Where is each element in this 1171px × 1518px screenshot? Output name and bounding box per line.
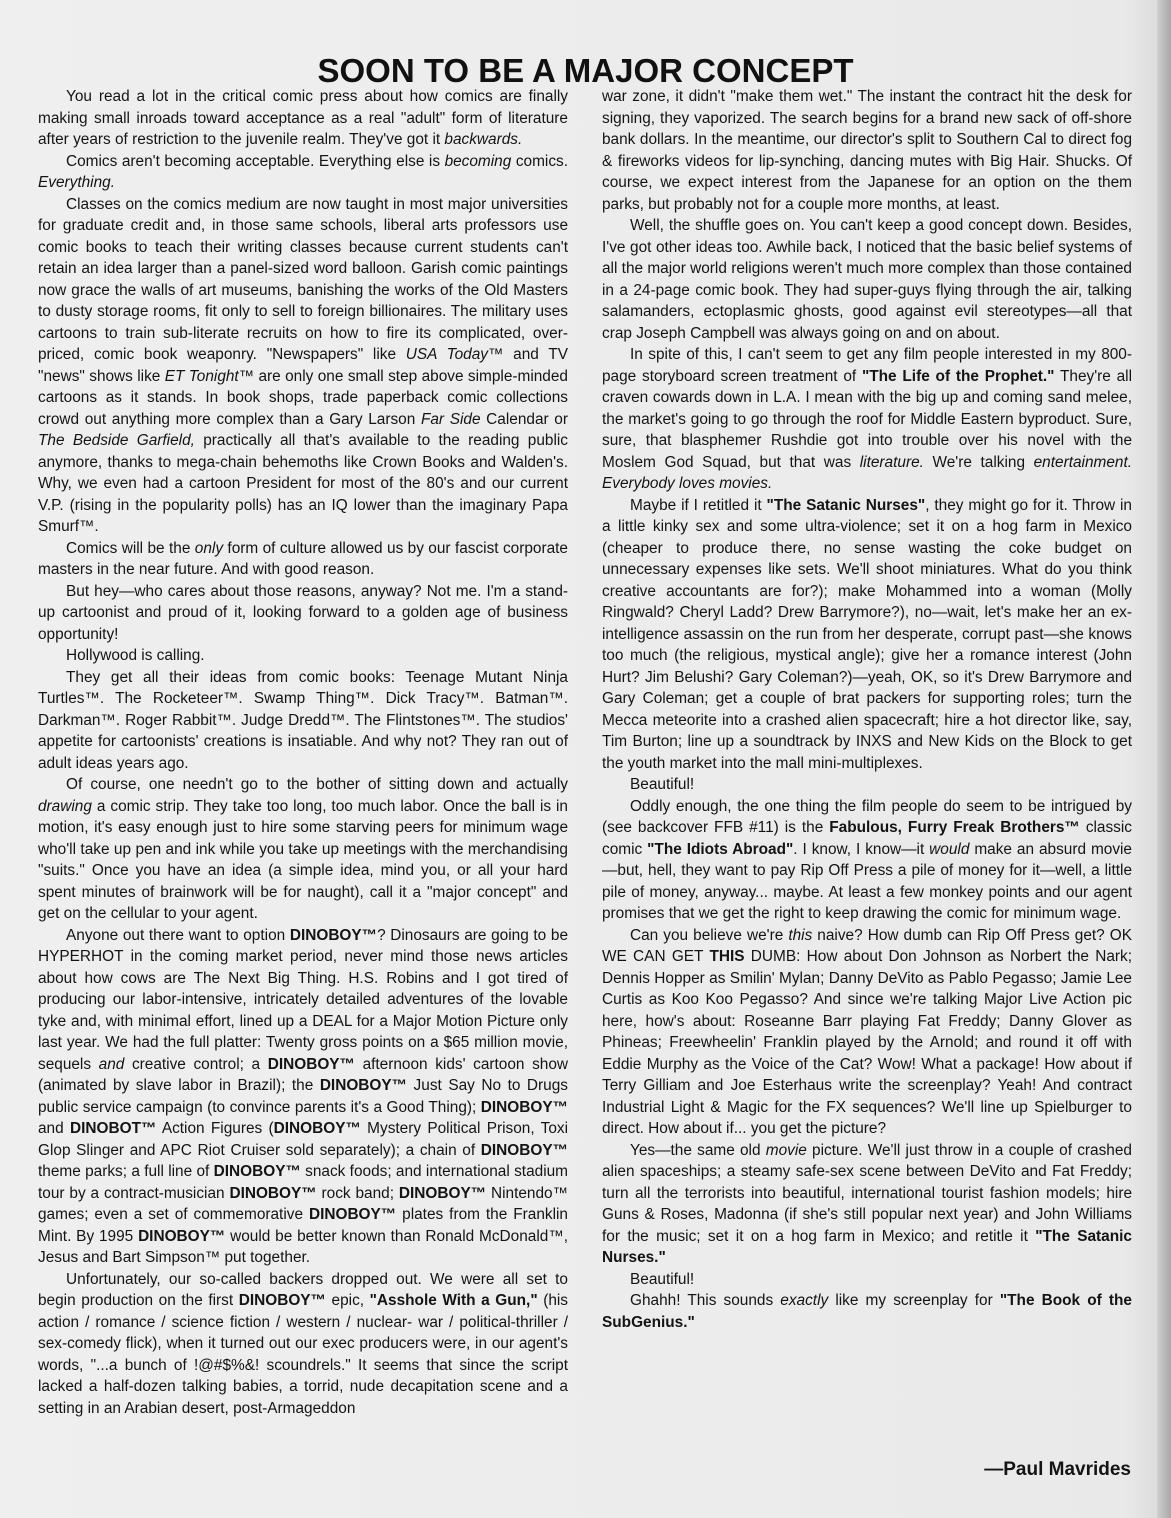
text-run: Yes—the same old <box>630 1141 766 1159</box>
italic-text: USA Today™ <box>405 346 504 363</box>
bold-text: "The Book of the SubGenius." <box>602 1292 1132 1331</box>
text-run: Comics aren't becoming acceptable. Everything else is <box>66 152 445 170</box>
text-run: Calendar or <box>480 410 568 428</box>
bold-text: DINOBOY™ <box>238 1292 326 1309</box>
text-run: . I know, I know—it <box>793 840 930 858</box>
text-run: and <box>38 1120 70 1137</box>
bold-text: DINOBOY™ <box>213 1163 301 1180</box>
paragraph <box>602 344 1132 495</box>
bold-text: "The Satanic Nurses" <box>766 496 926 514</box>
text-run: naive? How dumb can Rip Off Press get? OK WE CAN GET <box>602 926 1132 965</box>
bold-text: DINOBOY™ <box>289 926 378 944</box>
bold-text: DINOBOY™ <box>308 1206 397 1223</box>
text-run: Maybe if I retitled it <box>630 496 767 514</box>
italic-text: would <box>929 840 970 858</box>
text-run: Classes on the comics medium are now taught in most major universities for graduate credit and, in those same schools, liberal arts professors use comic books to teach their writing classes because current students can't retain an idea larger than a panel-sized word balloon. Garish comic paintings now grace the walls of art museums, banishing the works of the Old Masters to dusty storage rooms, fit only to sell to foreign billionaires. The military uses cartoons to train sub-literate recruits on how to fire its complicated, over- priced, comic book weaponry. "Newspapers" like <box>38 195 568 363</box>
bold-text: DINOBOY™ <box>480 1141 568 1159</box>
text-run: Well, the shuffle goes on. You can't keep a good concept down. Besides, I've got other ideas too. Awhile back, I noticed that the basic belief systems of all the major world religions weren't much more complex than those contained in a 24-page comic book. They had super-guys flying through the air, talking salamanders, ectoplasmic ghosts, good against evil stereotypes—all that crap Joseph Campbell was always going on and on about. <box>602 217 1132 342</box>
text-run: Oddly enough, the one thing the film people do seem to be intrigued by (see backcover FFB #11) is the <box>602 797 1132 836</box>
italic-text: movie <box>765 1141 807 1159</box>
text-run: Action Figures ( <box>156 1120 274 1137</box>
paragraph <box>602 1140 1132 1269</box>
italic-text: backwards. <box>444 131 523 148</box>
paragraph <box>602 86 1132 215</box>
italic-text: entertainment. Everybody loves movies. <box>602 453 1132 492</box>
text-run: Ghahh! This sounds <box>630 1292 781 1309</box>
text-run: rock band; <box>316 1184 399 1202</box>
paragraph <box>38 538 568 581</box>
text-run: plates from the Franklin Mint. By 1995 <box>38 1206 568 1245</box>
bold-text: DINOBOY™ <box>319 1077 408 1094</box>
bold-text: DINOBOT™ <box>70 1120 157 1137</box>
text-run: DUMB: How about Don Johnson as Norbert the Nark; Dennis Hopper as Smilin' Mylan; Danny DeVito as Pablo Pegasso; Jamie Lee Curtis as Koo Koo Pegasso? And since we're talking Major Live Action pic here, how's about: Roseanne Barr playing Fat Freddy; Danny Glover as Phineas; Freewheelin' Franklin played by the Arnold; and round it off with Eddie Murphy as the Voice of the Cat? Wow! What a package! How about if Terry Gilliam and Joe Esterhaus write the screenplay? Yeah! And contract Industrial Light & Magic for the FX sequences? We'll line up Spielburger to direct. How about if... you get the picture? <box>602 948 1132 1137</box>
paragraph <box>38 1269 568 1420</box>
text-run: You read a lot in the critical comic press about how comics are finally making small inroads toward acceptance as a real "adult" form of literature after years of restriction to the juvenile realm. They've got it <box>38 88 568 148</box>
text-run: Mystery Political Prison, Toxi Glop Slinger and APC Riot Cruiser sold separately); a chain of <box>38 1120 568 1159</box>
bold-text: DINOBOY™ <box>267 1055 355 1073</box>
text-run: They're all craven cowards down in L.A. I mean with the big up and coming sand melee, the market's going to go through the roof for Middle Eastern byproduct. Sure, sure, that blasphemer Rushdie got into trouble over his novel with the Moslem God Squad, but that was <box>602 367 1133 471</box>
text-run: Beautiful! <box>630 776 695 793</box>
text-run: Anyone out there want to option <box>66 926 290 944</box>
text-run: Of course, one needn't go to the bother of sitting down and actually <box>66 776 568 793</box>
italic-text: this <box>788 926 813 944</box>
text-run: We're talking <box>923 453 1034 471</box>
bold-text: DINOBOY™ <box>273 1120 361 1137</box>
paragraph <box>602 495 1132 775</box>
paragraph <box>602 925 1132 1140</box>
bold-text: "The Idiots Abroad" <box>647 840 794 858</box>
text-run: , they might go for it. Throw in a little kinky sex and some ultra-violence; set it on a hog farm in Mexico (cheaper to produce there, no sense wasting the coke budget on unnecessary expenses like sets. We'll shoot miniatures. What do you think creative accountants are for?); make Mohammed into a woman (Molly Ringwald? Cheryl Ladd? Drew Barrymore?), no—wait, let's make her an ex-intelligence assassin on the run from her desperate, corrupt past—she knows too much (the religious, mystical angle); give her a romance interest (John Hurt? Jim Belushi? Gary Coleman?)—yeah, OK, so it's Drew Barrymore and Gary Coleman; get a couple of brat packers for supporting roles; turn the Mecca meteorite into a crashed alien spacecraft; hire a hot director like, say, Tim Burton; line up a soundtrack by INXS and New Kids on the Block to get the youth market into the mall mini-multiplexes. <box>602 496 1132 772</box>
text-run: picture. We'll just throw in a couple of crashed alien spaceships; a steamy safe-sex scene between DeVito and Fat Freddy; turn all the terrorists into beautiful, international tourist fashion models; hire Guns & Roses, Madonna (if she's still popular next year) and John Williams for the music; set it on a hog farm in Mexico; and retitle it <box>602 1141 1132 1245</box>
text-run: In spite of this, I can't seem to get any film people interested in my 800-page storyboard screen treatment of <box>602 346 1132 385</box>
bold-text: Fabulous, Furry Freak Brothers™ <box>829 819 1080 836</box>
paragraph <box>38 667 568 775</box>
page-edge-shadow <box>1157 0 1171 1518</box>
text-run: ? Dinosaurs are going to be HYPERHOT in the coming market period, never mind those news articles about how cows are The Next Big Thing. H.S. Robins and I got tired of producing our labor-intensive, intricately detailed adventures of the lovable tyke and, with minimal effort, lined up a DEAL for a Major Motion Picture only last year. We had the full platter: Twenty gross points on a $65 million movie, sequels <box>38 926 569 1073</box>
paragraph <box>602 215 1132 344</box>
paragraph <box>38 774 568 925</box>
text-run: snack foods; and international stadium tour by a contract-musician <box>38 1163 568 1202</box>
paragraph <box>38 194 568 538</box>
italic-text: ET Tonight™ <box>164 367 255 385</box>
article-title: SOON TO BE A MAJOR CONCEPT <box>317 52 854 90</box>
paragraph <box>602 774 1132 796</box>
text-run: (his action / romance / science fiction / western / nuclear- war / political-thriller / sex-comedy flick), when it turned out our exec producers were, in our agent's words, "...a bunch of !@#$%&! scoundrels." It seems that since the script lacked a half-dozen talking babies, a torrid, nude decapitation scene and a setting in an Arabian desert, post-Armageddon <box>38 1292 569 1417</box>
bold-text: DINOBOY™ <box>138 1227 226 1245</box>
bold-text: THIS <box>709 948 745 965</box>
text-run: Comics will be the <box>66 539 195 557</box>
bold-text: "Asshole With a Gun," <box>369 1292 538 1309</box>
text-run: But hey—who cares about those reasons, anyway? Not me. I'm a stand-up cartoonist and proud of it, looking forward to a golden age of business opportunity! <box>38 582 568 643</box>
text-run: epic, <box>325 1292 370 1309</box>
text-run: Unfortunately, our so-called backers dropped out. We were all set to begin production on the first <box>38 1270 568 1309</box>
text-run: classic comic <box>602 819 1132 858</box>
paragraph <box>38 86 568 151</box>
text-run: creative control; a <box>124 1055 268 1073</box>
paragraph <box>38 581 568 646</box>
text-run: practically all that's available to the reading public anymore, thanks to mega-chain behemoths like Crown Books and Walden's. Why, we even had a cartoon President for most of the 80's and our current V.P. (rising in the popularity polls) has an IQ lower than the imaginary Papa Smurf™. <box>38 432 569 535</box>
text-run: Nintendo™ games; even a set of commemorative <box>38 1184 569 1223</box>
italic-text: becoming <box>444 152 512 170</box>
text-run: Beautiful! <box>630 1270 695 1288</box>
text-run: and TV "news" shows like <box>38 346 568 385</box>
paragraph <box>38 151 568 194</box>
italic-text: The Bedside Garfield, <box>38 432 195 449</box>
text-run: Hollywood is calling. <box>66 647 205 664</box>
italic-text: Far Side <box>420 410 481 428</box>
bold-text: "The Life of the Prophet." <box>861 367 1055 385</box>
text-run: Just Say No to Drugs public service campaign (to convince parents it's a Good Thing); <box>38 1077 568 1116</box>
text-run: comics. <box>511 152 568 170</box>
italic-text: and <box>98 1055 125 1073</box>
paragraph <box>38 925 568 1269</box>
text-run: make an absurd movie—but, hell, they want to pay Rip Off Press a pile of money for it—well, a little pile of money, anyway... maybe. At least a few monkey points and our agent promises that we get the right to keep drawing the comic for minimum wage. <box>602 840 1132 922</box>
author-signature: —Paul Mavrides <box>984 1459 1131 1480</box>
text-run: a comic strip. They take too long, too much labor. Once the ball is in motion, it's easy enough just to hire some starving peers for minimum wage who'll take up pen and ink while you take up meetings with the merchandising "suits." Once you have an idea (a simple idea, mind you, or all your hard spent minutes of brainwork will be for naught), call it a "major concept" and get on the cellular to your agent. <box>38 797 568 922</box>
bold-text: DINOBOY™ <box>480 1098 568 1116</box>
bold-text: DINOBOY™ <box>229 1184 317 1202</box>
text-run: Can you believe we're <box>630 926 789 944</box>
paragraph <box>38 645 568 667</box>
italic-text: drawing <box>38 797 92 815</box>
italic-text: literature. <box>859 453 924 471</box>
text-run: war zone, it didn't "make them wet." The instant the contract hit the desk for signing, they vaporized. The search begins for a brand new sack of off-shore bank dollars. In the meantime, our director's split to Southern Cal to direct fog & fireworks videos for lip-synching, dancing mutes with Big Hair. Shucks. Of course, we expect interest from the Japanese for an option on the them parks, but probably not for a couple more months, at least. <box>602 88 1132 213</box>
paragraph <box>602 1269 1132 1291</box>
right-column <box>602 86 1132 1333</box>
bold-text: DINOBOY™ <box>398 1184 487 1202</box>
paragraph <box>602 1290 1132 1333</box>
text-run: like my screenplay for <box>828 1292 1000 1309</box>
bold-text: "The Satanic Nurses." <box>602 1227 1132 1266</box>
italic-text: exactly <box>780 1292 829 1309</box>
left-column <box>38 86 568 1419</box>
text-run: theme parks; a full line of <box>38 1163 214 1180</box>
paragraph <box>602 796 1132 925</box>
italic-text: only <box>194 539 224 557</box>
text-run: are only one small step above simple-minded cartoons as it stands. In book shops, trade paperback comic collections crowd out anything more complex than a Gary Larson <box>38 367 568 428</box>
text-run: form of culture allowed us by our fascist corporate masters in the near future. And with good reason. <box>38 539 568 578</box>
italic-text: Everything. <box>38 174 115 191</box>
text-run: afternoon kids' cartoon show (animated by slave labor in Brazil); the <box>38 1055 569 1094</box>
text-run: would be better known than Ronald McDonald™, Jesus and Bart Simpson™ put together. <box>38 1227 568 1266</box>
text-run: They get all their ideas from comic books: Teenage Mutant Ninja Turtles™. The Rocketeer™. Swamp Thing™. Dick Tracy™. Batman™. Darkman™. Roger Rabbit™. Judge Dredd™. The Flintstones™. The studios' appetite for cartoonists' creations is insatiable. And why not? They ran out of adult ideas years ago. <box>38 668 568 772</box>
